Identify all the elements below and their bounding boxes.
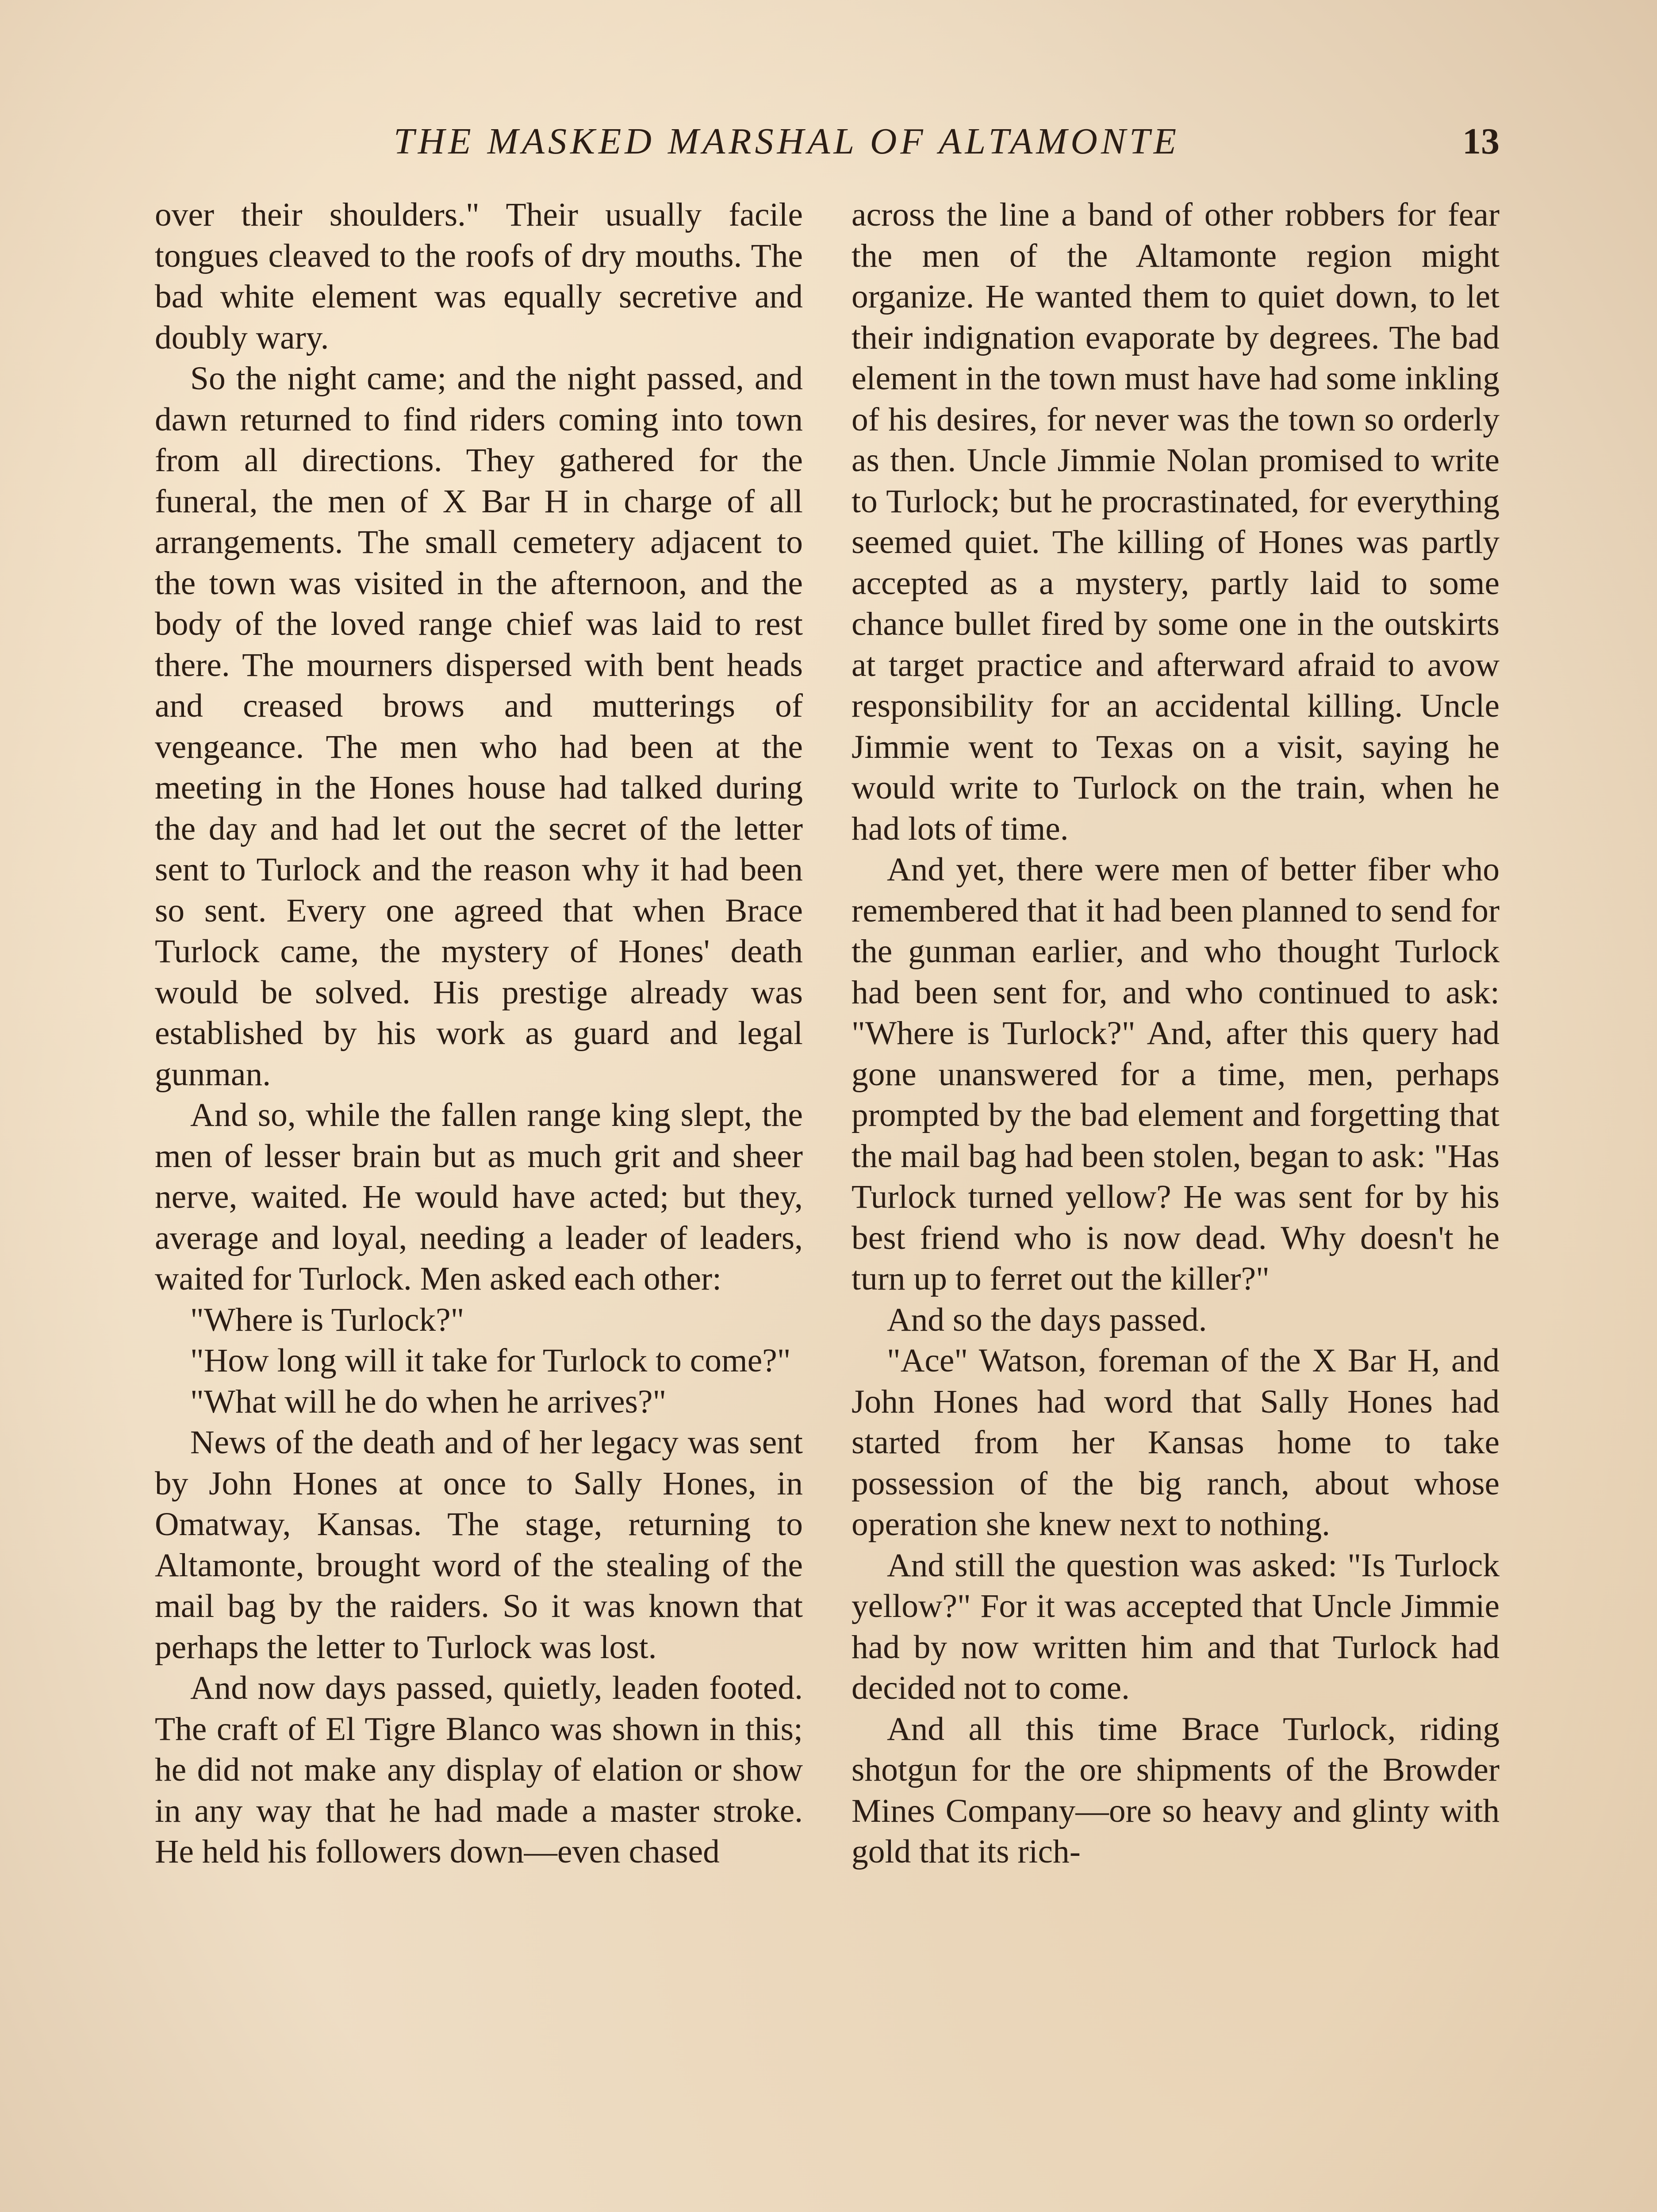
paragraph: So the night came; and the night passed, and dawn returned to find riders coming into town from all directions. They gathered for the funeral, the men of X Bar H in charge of all arrangements. The small cemetery adjacent to the town was visited in the afternoon, and the body of the loved range chief was laid to rest there. The mourners dispersed with bent heads and creased brows and mutterings of vengeance. The men who had been at the meeting in the Hones house had talked during the day and had let out the secret of the letter sent to Turlock and the reason why it had been so sent. Every one agreed that when Brace Turlock came, the mystery of Hones' death would be solved. His prestige already was established by his work as guard and legal gunman.: [155, 360, 803, 1093]
dialogue-line: "What will he do when he arrives?": [190, 1383, 667, 1420]
paragraph: And now days passed, quietly, leaden footed. The craft of El Tigre Blanco was shown in this; he did not make any display of elation or show in any way that he had made a master stroke. He held his followers down—even chased: [155, 1670, 803, 1870]
right-column: [852, 195, 1500, 1873]
paragraph: across the line a band of other robbers for fear the men of the Altamonte region might organize. He wanted them to quiet down, to let their indignation evaporate by degrees. The bad element in the town must have had some inkling of his desires, for never was the town so orderly as then. Uncle Jimmie Nolan promised to write to Turlock; but he procrastinated, for everything seemed quiet. The killing of Hones was partly accepted as a mystery, partly laid to some chance bullet fired by some one in the outskirts at target practice and afterward afraid to avow responsibility for an accidental killing. Uncle Jimmie went to Texas on a visit, saying he would write to Turlock on the train, when he had lots of time.: [852, 196, 1500, 847]
paragraph: over their shoulders." Their usually facile tongues cleaved to the roofs of dry mouths. The bad white element was equally secretive and doubly wary.: [155, 196, 803, 356]
page-header: [155, 113, 1500, 170]
paragraph: "Ace" Watson, foreman of the X Bar H, and John Hones had word that Sally Hones had started from her Kansas home to take possession of the big ranch, about whose operation she knew next to nothing.: [852, 1342, 1500, 1543]
paragraph: And still the question was asked: "Is Turlock yellow?" For it was accepted that Uncle Jimmie had by now written him and that Turlock had decided not to come.: [852, 1547, 1500, 1706]
paragraph: And yet, there were men of better fiber who remembered that it had been planned to send for the gunman earlier, and who thought Turlock had been sent for, and who continued to ask: "Where is Turlock?" And, after this query had gone unanswered for a time, men, perhaps prompted by the bad element and forgetting that the mail bag had been stolen, began to ask: "Has Turlock turned yellow? He was sent for by his best friend who is now dead. Why doesn't he turn up to ferret out the killer?": [852, 851, 1500, 1297]
paragraph: And all this time Brace Turlock, riding shotgun for the ore shipments of the Browder Mines Company—ore so heavy and glinty with gold that its rich-: [852, 1710, 1500, 1870]
dialogue-line: "How long will it take for Turlock to come?": [190, 1342, 791, 1379]
left-column: [155, 195, 803, 1873]
paragraph: And so the days passed.: [887, 1301, 1207, 1338]
paragraph: News of the death and of her legacy was sent by John Hones at once to Sally Hones, in Omatway, Kansas. The stage, returning to Altamonte, brought word of the stealing of the mail bag by the raiders. So it was known that perhaps the letter to Turlock was lost.: [155, 1424, 803, 1666]
paragraph: And so, while the fallen range king slept, the men of lesser brain but as much grit and sheer nerve, waited. He would have acted; but they, average and loyal, needing a leader of leaders, waited for Turlock. Men asked each other:: [155, 1097, 803, 1297]
running-title: THE MASKED MARSHAL OF ALTAMONTE: [394, 121, 1180, 162]
dialogue-line: "Where is Turlock?": [190, 1301, 464, 1338]
page-number: 13: [1462, 121, 1500, 162]
